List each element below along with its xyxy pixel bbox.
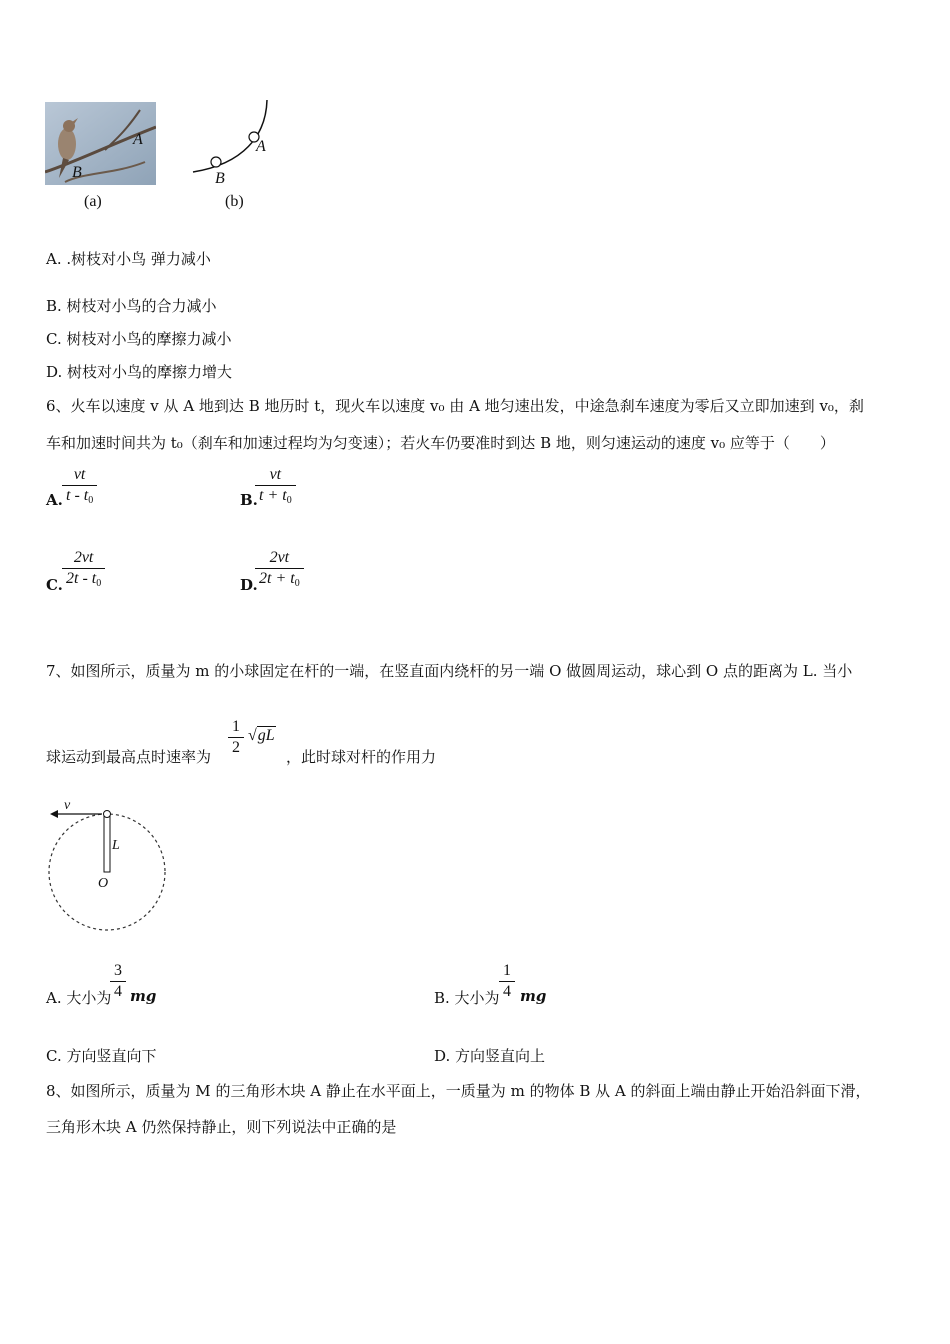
q6-option-d-label: D.: [240, 576, 258, 594]
q7-option-a-pre: A. 大小为: [46, 989, 112, 1007]
q6-option-c-fraction: 2vt $2t - t_0$: [62, 549, 105, 589]
q6-option-d-fraction: 2vt $2t + t_0$: [255, 549, 304, 589]
figure-a-caption: (a): [84, 193, 102, 210]
q7-speed-radical: √gL: [248, 727, 275, 744]
circular-motion-diagram: [44, 798, 174, 938]
q7-option-b-pre: B. 大小为: [434, 989, 500, 1007]
q7-text-line1: 7、如图所示，质量为 m 的小球固定在杆的一端，在竖直面内绕杆的另一端 O 做圆周运动，球心到 O 点的距离为 L. 当小: [46, 662, 853, 680]
q6-text-line2: 车和加速时间共为 t₀（刹车和加速过程均为匀变速）；若火车仍要准时到达 B 地，则匀速运动的速度 v₀ 应等于（ ）: [46, 434, 835, 452]
q6-option-b-label: B.: [240, 491, 258, 509]
q7-speed-fraction: 1 2: [228, 718, 244, 757]
sqrt-sign: √: [248, 727, 257, 744]
q6-option-a-label: A.: [46, 491, 63, 509]
q7-option-d: D. 方向竖直向上: [434, 1047, 546, 1065]
q7-option-b-fraction: 1 4: [499, 962, 515, 1001]
figure-b-caption: (b): [225, 193, 244, 210]
q8-text-line1: 8、如图所示，质量为 M 的三角形木块 A 静止在水平面上，一质量为 m 的物体 B 从 A 的斜面上端由静止开始沿斜面下滑，: [46, 1082, 871, 1100]
q6-option-b-fraction: vt $t + t_0$: [255, 466, 296, 506]
q8-text-line2: 三角形木块 A 仍然保持静止，则下列说法中正确的是: [46, 1118, 397, 1136]
q5-option-a: A. .树枝对小鸟 弹力减小: [46, 250, 211, 268]
q6-option-c-label: C.: [46, 576, 63, 594]
figure-a-label-a: A: [133, 131, 143, 148]
q7-option-a-fraction: 3 4: [110, 962, 126, 1001]
q6-option-a-fraction: vt t - $t_0$: [62, 466, 97, 506]
q7-option-b-post: mg: [520, 987, 547, 1005]
q7-text-line2-pre: 球运动到最高点时速率为: [46, 748, 212, 766]
figure-b-label-a: A: [256, 138, 266, 155]
q6-text-line1: 6、火车以速度 v 从 A 地到达 B 地历时 t，现火车以速度 v₀ 由 A 地匀速出发，中途急刹车速度为零后又立即加速到 v₀，刹: [46, 397, 864, 415]
q7-text-line2-post: ，此时球对杆的作用力: [286, 748, 437, 766]
q5-option-b: B. 树枝对小鸟的合力减小: [46, 297, 217, 315]
figure-a-label-b: B: [72, 164, 82, 181]
q7-label-l: L: [112, 838, 120, 853]
q7-label-o: O: [98, 876, 109, 891]
q5-option-c: C. 树枝对小鸟的摩擦力减小: [46, 330, 232, 348]
q5-option-d: D. 树枝对小鸟的摩擦力增大: [46, 363, 233, 381]
q7-option-a-post: mg: [130, 987, 157, 1005]
q7-label-v: v: [64, 798, 71, 813]
figure-b-label-b: B: [215, 170, 225, 187]
q7-option-c: C. 方向竖直向下: [46, 1047, 157, 1065]
